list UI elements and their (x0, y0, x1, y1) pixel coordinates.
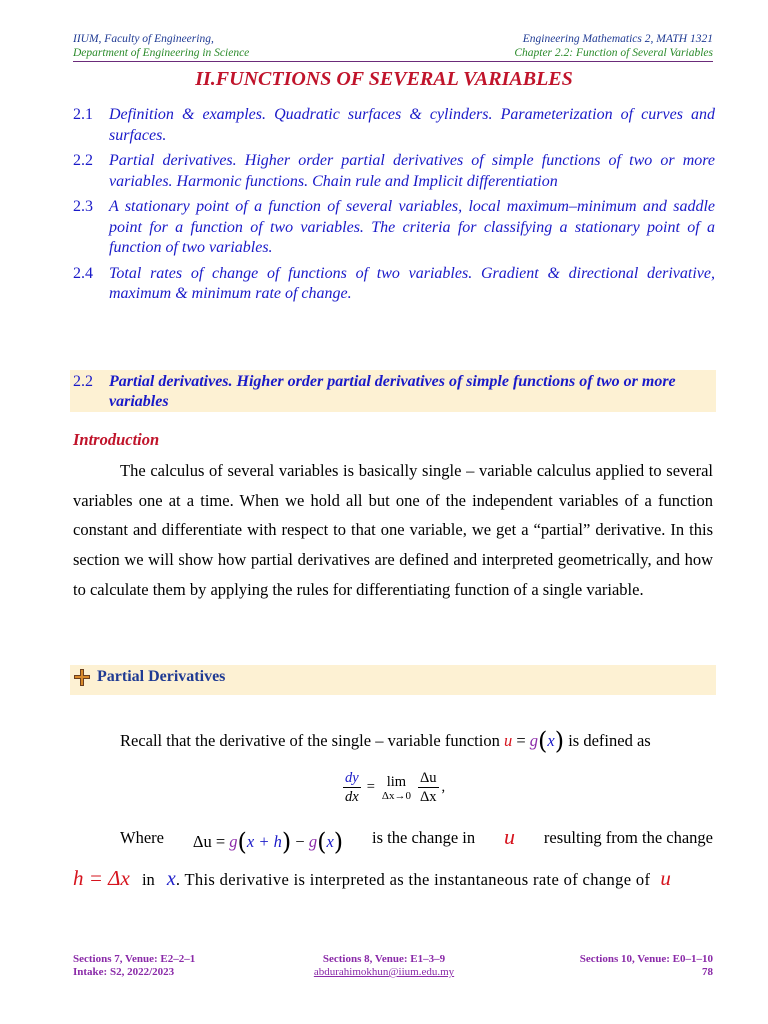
footer-section-10: Sections 10, Venue: E0–1–10 (579, 953, 713, 965)
topic-text: Total rates of change of functions of two variables. Gradient & directional derivative, maximum & minimum rate of change. (109, 264, 715, 302)
introduction-paragraph: The calculus of several variables is basically single – variable calculus applied to several variables one at a time. When we hold all but one of the independent variables of a function constant and differentiate with respect to that one variable, we get a “partial” derivative. In this section we will show how partial derivatives are defined and interpreted geometrically, and how to calculate them by applying the rules for differentiating function of a single variable. (73, 461, 713, 599)
header-divider (73, 61, 713, 62)
var-u-large: u (504, 824, 516, 849)
section-heading (73, 372, 715, 412)
func-g: g (229, 832, 238, 851)
topic-item (73, 264, 715, 305)
topic-text: Definition & examples. Quadratic surfaces & cylinders. Parameterization of curves and surfaces. (109, 106, 715, 144)
dx-denominator: dx (345, 789, 359, 805)
limit-operator (382, 774, 411, 802)
topic-text: A stationary point of a function of several variables, local maximum–minimum and saddle point for a function of two variables. The criteria for classifying a stationary point of a function of two variables. (109, 198, 715, 256)
equals-sign: = (215, 832, 226, 851)
topic-item (73, 151, 715, 192)
page-header-right (514, 32, 713, 60)
footer-right (580, 953, 713, 979)
recall-post-text: is defined as (568, 731, 651, 750)
rate-text: . This derivative is interpreted as the instantaneous rate of change of (175, 870, 651, 889)
recall-text: Recall that the derivative of the single – variable function (120, 731, 500, 750)
delta-u-expression: Δu = g(x + h) − g(x) (192, 828, 344, 856)
topic-number: 2.3 (73, 198, 93, 215)
header-course: Engineering Mathematics 2, MATH 1321 (522, 33, 713, 45)
delta-fraction (418, 769, 439, 806)
delta-u-numerator: Δu (419, 770, 437, 786)
dy-dx-fraction (343, 769, 361, 806)
dy-numerator: dy (345, 770, 359, 786)
header-chapter: Chapter 2.2: Function of Several Variables (514, 47, 713, 59)
var-u-end: u (660, 866, 671, 890)
introduction-heading: Introduction (73, 430, 160, 449)
var-x-large: x (166, 868, 176, 890)
section-title: Partial derivatives. Higher order partial derivatives of simple functions of two or more variables (109, 373, 676, 410)
lim-text: lim (386, 773, 407, 790)
var-u: u (503, 731, 513, 750)
minus-sign: − (295, 832, 305, 851)
where-line (73, 824, 713, 856)
bullet-cross-icon (73, 666, 91, 688)
topic-number: 2.2 (73, 152, 93, 169)
topic-list (73, 105, 715, 310)
footer-intake: Intake: S2, 2022/2023 (73, 966, 175, 978)
where-post-text: resulting from the change (543, 828, 713, 847)
header-department: Department of Engineering in Science (73, 47, 250, 59)
x-plus-h: x + h (246, 832, 282, 851)
var-x: x (547, 731, 555, 750)
footer-section-8: Sections 8, Venue: E1–3–9 (322, 953, 446, 965)
topic-item (73, 197, 715, 259)
delta-x-denominator: Δx (419, 789, 437, 805)
topic-number: 2.4 (73, 264, 93, 282)
footer-email-link[interactable]: abdurahimokhun@iium.edu.my (313, 966, 455, 978)
page-title: II.FUNCTIONS OF SEVERAL VARIABLES (195, 68, 573, 90)
in-word: in (141, 870, 155, 889)
var-x: x (326, 832, 334, 851)
topic-item (73, 105, 715, 146)
topic-text: Partial derivatives. Higher order partial derivatives of simple functions of two or more variables. Harmonic functions. Chain rule and Implicit differentiation (109, 152, 715, 190)
topic-number: 2.1 (73, 106, 93, 123)
func-g: g (308, 832, 318, 851)
where-mid-text: is the change in (372, 828, 476, 847)
where-word: Where (120, 828, 164, 847)
derivative-definition-formula (340, 769, 445, 806)
footer-section-7: Sections 7, Venue: E2–2–1 (73, 953, 196, 965)
change-line (73, 866, 713, 891)
func-g: g (529, 731, 539, 750)
page-header-left (73, 32, 249, 60)
formula-comma: , (441, 779, 446, 795)
page-number: 78 (702, 966, 713, 978)
partial-derivatives-heading (73, 666, 225, 688)
recall-line: Recall that the derivative of the single – variable function u = g(x) is defined as (120, 727, 651, 755)
delta-u: Δu (192, 832, 212, 851)
formula-equals: = (366, 779, 375, 795)
equals-sign: = (516, 731, 526, 750)
partial-derivatives-title: Partial Derivatives (97, 668, 226, 685)
lim-subscript: Δx→0 (381, 789, 411, 802)
header-faculty: IIUM, Faculty of Engineering, (73, 33, 214, 45)
section-number: 2.2 (73, 373, 93, 390)
h-equals-delta-x: h = Δx (73, 866, 130, 890)
